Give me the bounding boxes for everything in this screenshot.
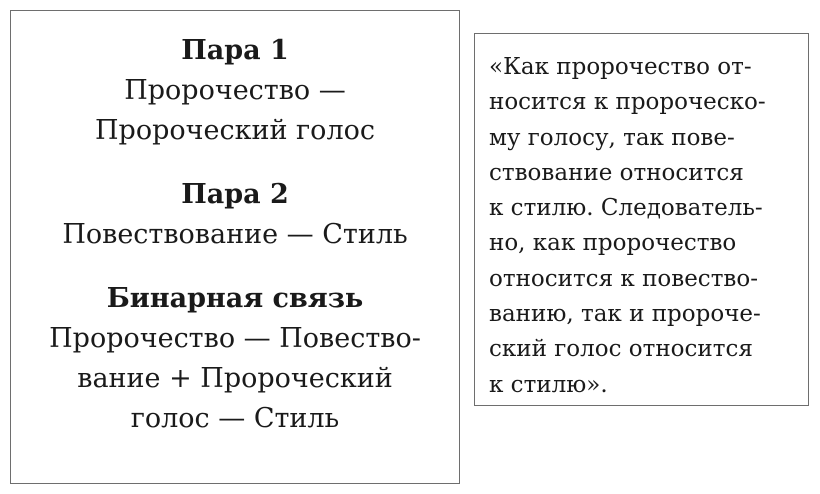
pair-2-block xyxy=(11,175,459,255)
analogy-quote-panel xyxy=(474,33,809,406)
binary-relation-block xyxy=(11,279,459,439)
binary-relation-line: голос — Стиль xyxy=(130,403,340,434)
binary-relation-line: Пророчество — Повество- xyxy=(49,323,421,354)
quote-line: к стилю». xyxy=(489,371,608,398)
quote-line: «Как пророчество от- xyxy=(489,54,752,80)
quote-line: относится к повество- xyxy=(489,265,758,292)
quote-line: ский голос относится xyxy=(489,336,753,363)
pair-1-block xyxy=(11,31,459,151)
pair-1-line: Пророческий голос xyxy=(95,115,375,146)
quote-line: но, как пророчество xyxy=(489,230,737,257)
pair-2-line: Повествование — Стиль xyxy=(62,219,408,250)
pair-1-line: Пророчество — xyxy=(124,75,346,106)
quote-line: ванию, так и пророче- xyxy=(489,301,761,328)
binary-relation-line: вание + Пророческий xyxy=(77,363,393,394)
quote-line: му голосу, так пове- xyxy=(489,124,735,151)
analogy-pairs-panel xyxy=(10,10,460,484)
pair-2-title: Пара 2 xyxy=(181,179,289,210)
quote-line: носится к пророческо- xyxy=(489,89,766,116)
quote-line: к стилю. Следователь- xyxy=(489,195,763,222)
binary-relation-title: Бинарная связь xyxy=(106,283,364,314)
pair-1-title: Пара 1 xyxy=(181,35,289,66)
quote-line: ствование относится xyxy=(489,159,744,186)
